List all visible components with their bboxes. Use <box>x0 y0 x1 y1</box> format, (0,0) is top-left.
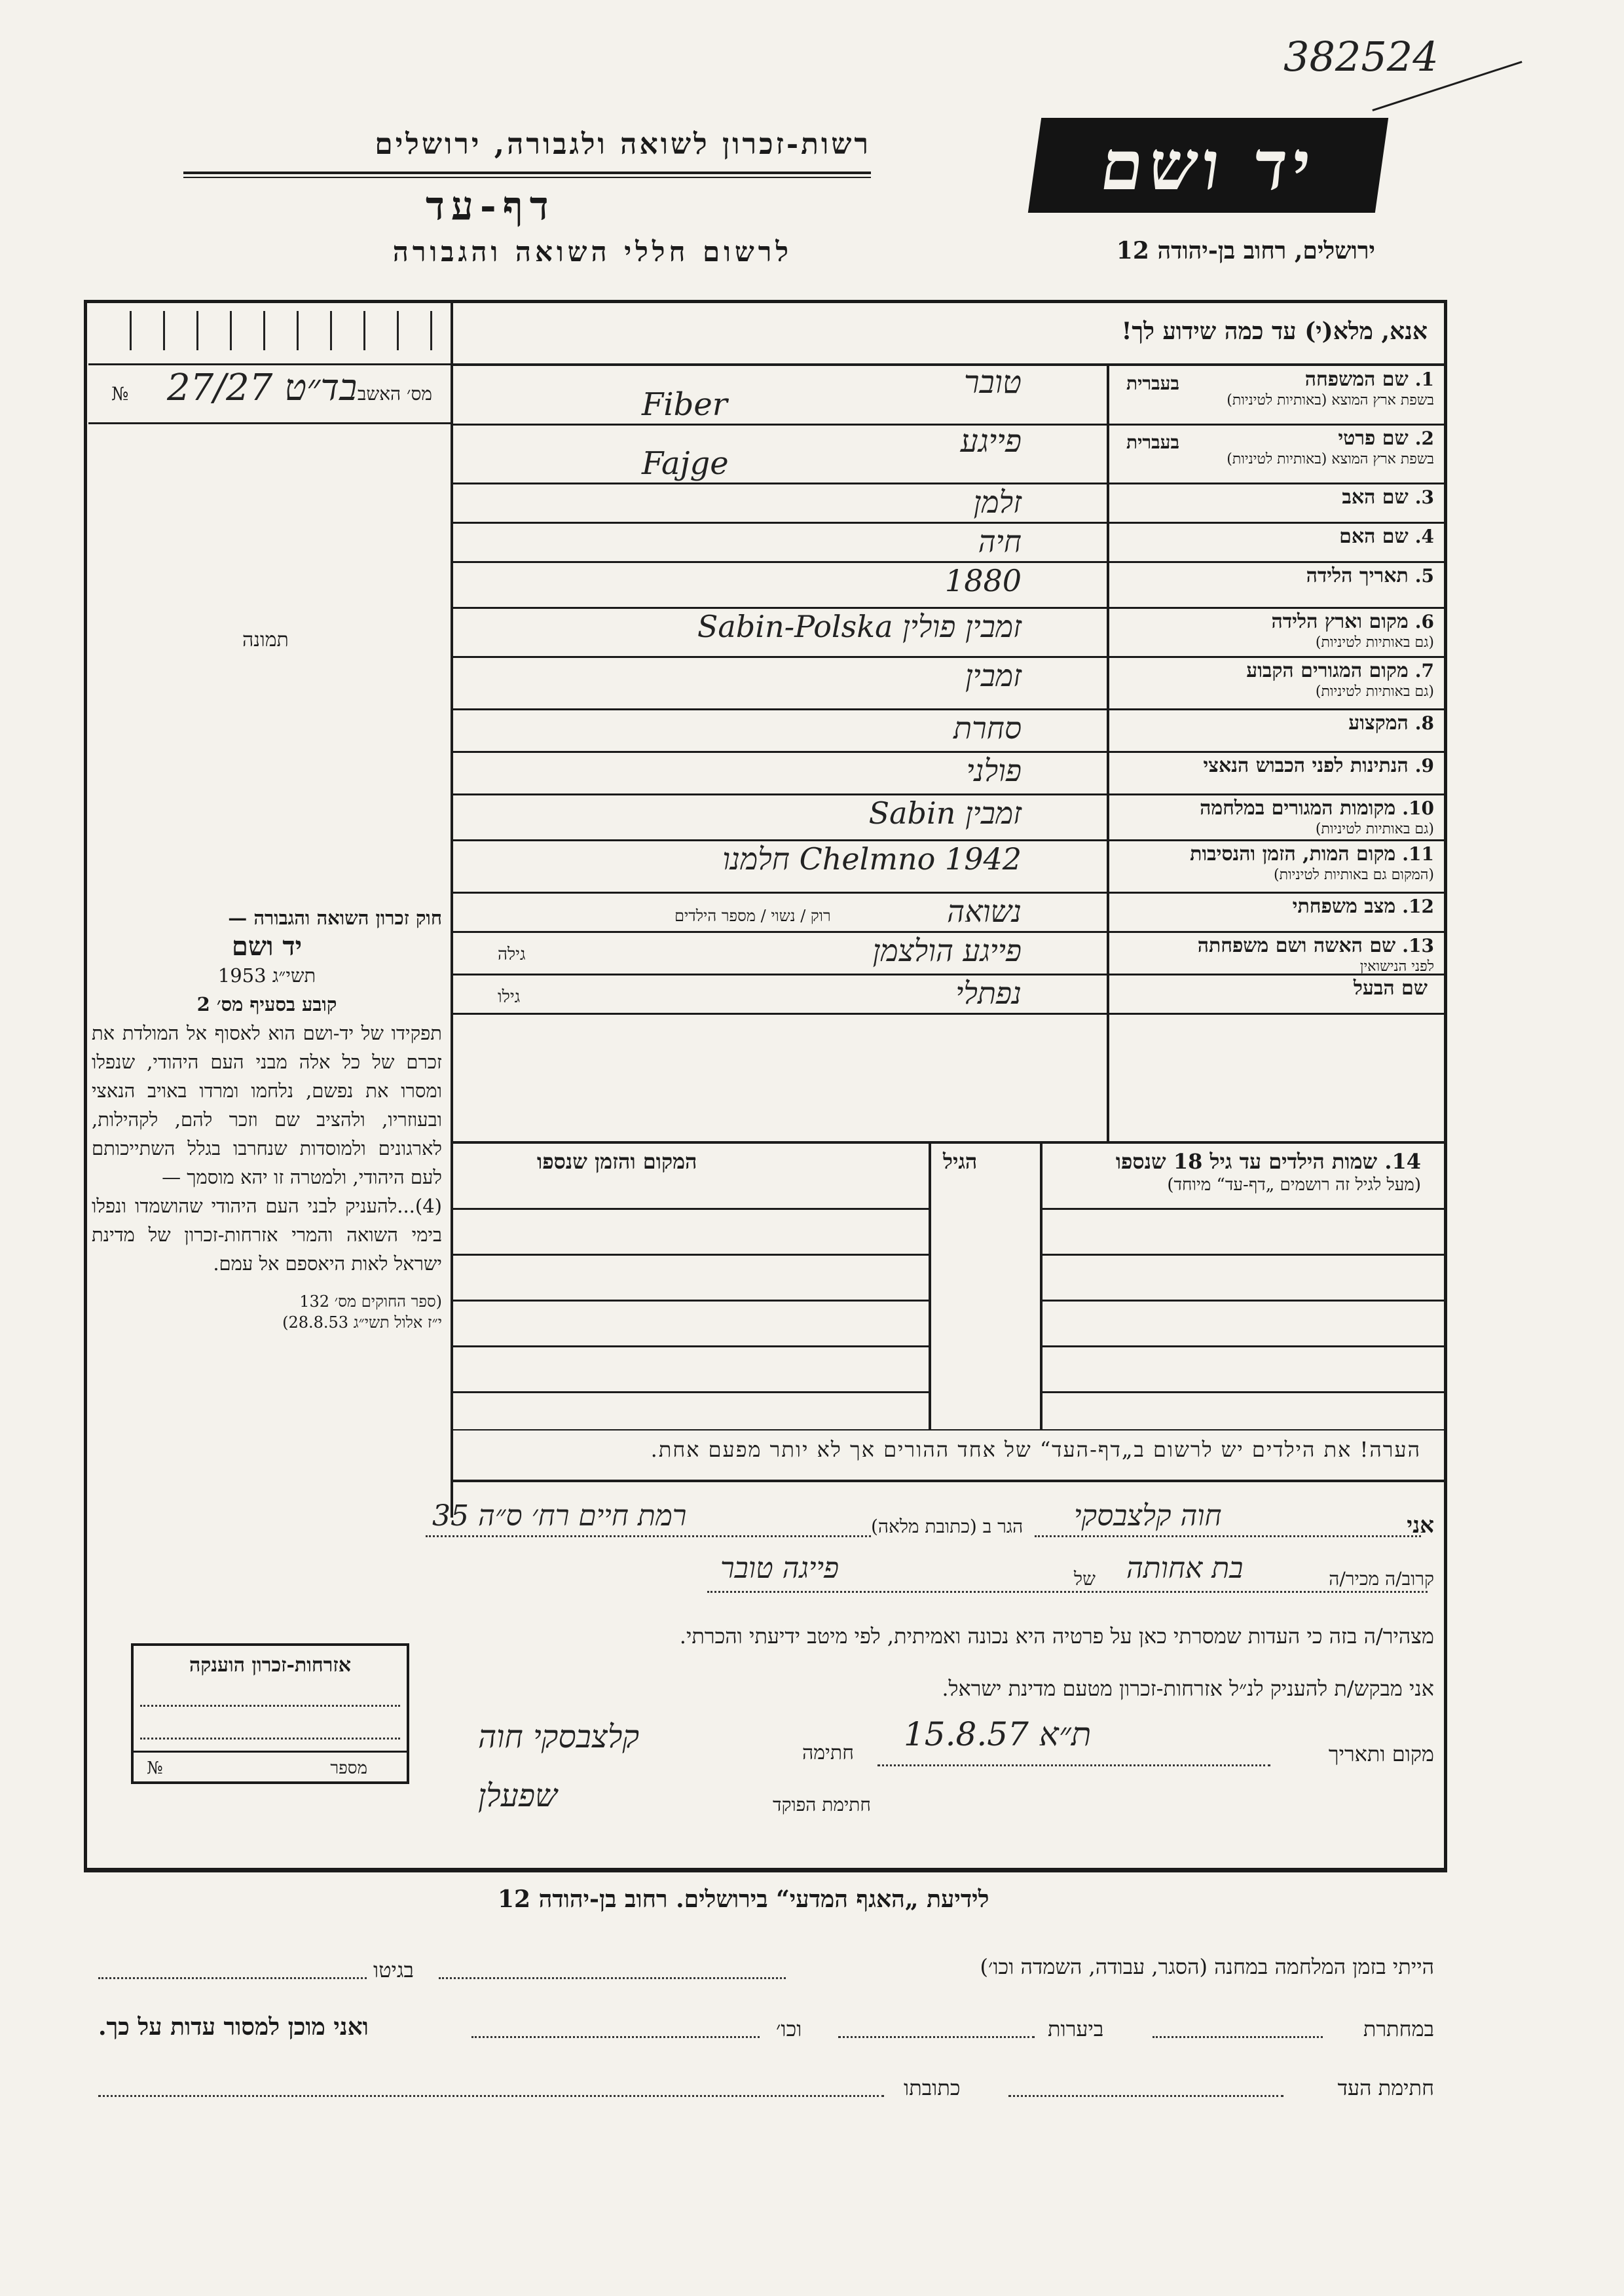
decl-place-label: מקום ותאריך <box>1328 1741 1434 1766</box>
field-value: סחרת <box>953 710 1022 746</box>
field-value-cell <box>458 795 1100 841</box>
decl-of: של <box>1074 1568 1096 1590</box>
field-label: שם האב <box>1342 486 1409 509</box>
field-label: מצב משפחתי <box>1292 895 1396 918</box>
field-sublabel: (גם באותיות לטיניות) <box>1315 634 1434 651</box>
decl-ani-value: חוה קלצבסקי <box>1074 1499 1222 1533</box>
field-side-label: בעברית <box>1126 431 1180 453</box>
children-label: 14. שמות הילדים עד גיל 18 שנספו <box>1115 1149 1421 1174</box>
children-note: הערה! את הילדים יש לרשום ב„דף-העד“ של אחד ההורים אך לא יותר מפעם אחת. <box>650 1437 1421 1462</box>
field-number: 13. <box>1402 935 1434 957</box>
field-label: שם האם <box>1339 525 1409 548</box>
field-sublabel: בשפת ארץ המוצא (באותיות לטיניות) <box>1227 451 1434 467</box>
field-row <box>452 933 1447 975</box>
field-value: נשואה <box>947 894 1022 929</box>
field-label-cell <box>1113 844 1434 886</box>
field-value-cell <box>458 710 1100 753</box>
field-label: תאריך הלידה <box>1306 564 1409 587</box>
bottom-ghetto: בגיטו <box>373 1958 414 1982</box>
decl-ani: אני <box>1407 1512 1434 1539</box>
field-value-cell <box>458 563 1100 609</box>
field-number: 12. <box>1402 896 1434 917</box>
law-title-2: יד ושם <box>231 931 303 962</box>
field-label-cell <box>1113 798 1434 840</box>
form-intro: אנא, מלא(י) עד כמה שידוע לך! <box>1121 318 1428 345</box>
field-value-cell <box>458 933 1100 975</box>
bottom-ready: ואני מוכן למסור עדות על כך. <box>98 2013 369 2041</box>
field-number: 9. <box>1414 755 1434 776</box>
field-number: 6. <box>1414 611 1434 632</box>
field-label: מקומות המגורים במלחמה <box>1200 797 1396 820</box>
field-label: מקום המות, הזמן והנסיבות <box>1190 843 1396 866</box>
field-value: זמבין פולין Sabin-Polska <box>697 609 1022 644</box>
field-sublabel: (המקום גם באותיות לטיניות) <box>1274 867 1434 883</box>
field-number: 10. <box>1402 797 1434 819</box>
field-row <box>452 795 1447 841</box>
field-value-cell <box>458 753 1100 795</box>
field-label-cell <box>1113 428 1434 470</box>
bottom-line-1: הייתי בזמן המלחמה במחנה (הסגר, עבודה, השמדה וכו׳) <box>980 1954 1434 1979</box>
form-title: דף-עד <box>426 183 555 229</box>
field-value: טובר <box>964 367 1022 401</box>
field-label-cell <box>1113 896 1434 917</box>
field-number: 3. <box>1414 486 1434 508</box>
field-value-cell <box>458 658 1100 710</box>
field-number: 4. <box>1414 526 1434 547</box>
decl-place-value: ת״א 15.8.57 <box>904 1715 1092 1753</box>
field-label: שם המשפחה <box>1304 368 1409 391</box>
field-row <box>452 609 1447 658</box>
form-subtitle: לרשום חללי השואה והגבורה <box>392 236 792 268</box>
code-boxes <box>98 311 439 350</box>
field-value-cell <box>458 894 1100 933</box>
field-label: מקום המגורים הקבוע <box>1246 659 1409 682</box>
field-label-cell <box>1113 526 1434 547</box>
field-sublabel: (גם באותיות לטיניות) <box>1315 821 1434 837</box>
field-value-cell <box>458 524 1100 563</box>
decl-sig-label: חתימה <box>802 1741 854 1764</box>
law-text-2: (4)...להעניק לבני העם היהודי שהושמדו ונפלו בימי השואה והמרי אזרחות-זכרון של מדינת ישראל לאות היאספם אל עמם. <box>92 1195 442 1275</box>
field-value-cell <box>458 484 1100 524</box>
bottom-header: לידיעת „האגף המדעי“ בירושלים. רחוב בן-יהודה 12 <box>498 1886 989 1913</box>
decl-address-value: רמת חיים רח׳ ס״ה 35 <box>432 1499 687 1533</box>
citizenship-box: אזרחות-זכרון הוענקה מספר № <box>131 1643 409 1784</box>
yad-vashem-logo: יד ושם <box>1028 118 1388 213</box>
field-label: המקצוע <box>1348 712 1409 735</box>
field-label-cell <box>1113 611 1434 653</box>
field-row <box>452 753 1447 795</box>
field-value: פולני <box>966 753 1022 788</box>
field-row <box>452 658 1447 710</box>
field-value: זמבין Sabin <box>868 795 1022 831</box>
decl-of-value: פייגה טובר <box>720 1552 840 1585</box>
field-label: שם האשה ושם משפחתה <box>1197 934 1396 957</box>
archive-number: 382524 <box>1283 33 1439 81</box>
decl-requests: אני מבקש/ת להעניק לנ״ל אזרחות-זכרון מטעם מדינת ישראל. <box>942 1676 1434 1701</box>
field-value-cell <box>458 426 1100 484</box>
field-row <box>452 841 1447 894</box>
decl-sig-value: קלצבסקי חוה <box>478 1719 640 1755</box>
decl-address-label: הגר ב (כתובת מלאה) <box>871 1516 1024 1537</box>
field-number: 2. <box>1414 428 1434 449</box>
field-label: הנתינות לפני הכבוש הנאצי <box>1203 754 1409 777</box>
field-control-label: רוק / נשוי / מספר הילדים <box>674 907 831 925</box>
field-row <box>452 484 1447 524</box>
field-number: 1. <box>1414 369 1434 390</box>
bottom-forests: ביערות <box>1048 2016 1104 2041</box>
field-row <box>452 710 1447 753</box>
children-col-place: המקום והזמן שנספו <box>537 1149 697 1174</box>
logo-address: ירושלים, רחוב בן-יהודה 12 <box>1116 237 1375 264</box>
field-sublabel: לפני הנישואין <box>1359 958 1434 975</box>
field-value: Fiber <box>642 386 728 423</box>
field-row <box>452 894 1447 933</box>
decl-officer-label: חתימת הפוקד <box>773 1794 871 1815</box>
photo-label: תמונה <box>242 629 289 651</box>
field-value: נפתלי <box>955 975 1022 1011</box>
field-number: 11. <box>1402 843 1434 865</box>
decl-officer-value: שפעלן <box>478 1777 557 1814</box>
children-sub: (מעל לגיל זה רושמים „דף-עד“ מיוחד) <box>1167 1175 1421 1195</box>
field-label-cell <box>1113 936 1434 977</box>
field-label-cell <box>1113 369 1434 411</box>
field-age-label: גילה <box>498 945 526 964</box>
bottom-underground: במחתרת <box>1363 2016 1434 2041</box>
law-ref-1: (ספר החוקים מס׳ 132 <box>299 1292 442 1311</box>
field-label-cell <box>1113 978 1434 999</box>
field-side-label: בעברית <box>1126 373 1180 394</box>
field-value: Chelmno 1942 חלמנו <box>722 841 1022 877</box>
field-sublabel: בשפת ארץ המוצא (באותיות לטיניות) <box>1227 392 1434 409</box>
field-sublabel: (גם באותיות לטיניות) <box>1315 683 1434 700</box>
law-block <box>92 903 442 1333</box>
law-clause: קובע בסעיף מס׳ 2 <box>196 993 337 1015</box>
field-row <box>452 563 1447 609</box>
field-label-cell <box>1113 661 1434 702</box>
field-value: זלמן <box>973 484 1022 520</box>
field-value: חיה <box>978 524 1022 559</box>
field-value: זמבין <box>965 658 1022 693</box>
file-label: מס׳ האשב <box>357 383 432 405</box>
children-col-age: הגיל <box>943 1149 978 1174</box>
field-label: שם הבעל <box>1353 977 1428 1000</box>
field-row <box>452 524 1447 563</box>
decl-declares: מצהיר/ה בזה כי העדות שמסרתי כאן על פרטיה היא נכונה ואמיתית, לפי מיטב ידיעתי והכרתי. <box>679 1624 1434 1649</box>
bottom-address: כתובתו <box>904 2075 961 2100</box>
law-text: תפקידו של יד-ושם הוא לאסוף אל המולדת את זכרם של כל אלה מבני העם היהודי, שנפלו ומסרו את נפשם, נלחמו ומרדו באויב הנאצי ובעוזריו, ולהציב שם וזכר להם, לקהילות, לארגונים ולמוסדות שנחרבו בגלל השתייכותם לעם היהודי, ולמטרה זו יהא מוסמך — <box>92 1022 442 1188</box>
field-label-cell <box>1113 713 1434 734</box>
field-value-cell <box>458 367 1100 426</box>
org-line: רשות-זכרון לשואה ולגבורה, ירושלים <box>375 128 871 161</box>
field-label: שם פרטי <box>1338 427 1409 450</box>
field-value: Fajge <box>642 445 729 482</box>
field-label-cell <box>1113 756 1434 776</box>
field-row <box>452 975 1447 1015</box>
bottom-etc: וכו׳ <box>776 2016 802 2041</box>
field-label: מקום וארץ הלידה <box>1271 610 1409 633</box>
file-no-label: № <box>111 383 129 405</box>
law-ref-2: י״ז אלול תשי״ג 28.8.53) <box>282 1313 442 1332</box>
field-value-cell <box>458 609 1100 658</box>
field-row <box>452 367 1447 426</box>
field-value: 1880 <box>944 563 1022 598</box>
field-age-label: גילו <box>498 987 521 1007</box>
file-number: בד״ט 27/27 <box>167 367 358 409</box>
field-value: פייגע הולצמן <box>872 933 1022 968</box>
field-value-cell <box>458 975 1100 1015</box>
field-label-cell <box>1113 487 1434 508</box>
field-number: 7. <box>1414 660 1434 682</box>
field-number: 8. <box>1414 712 1434 734</box>
field-value: פייגע <box>960 426 1022 460</box>
law-title: חוק זכרון השואה והגבורה — <box>228 907 442 929</box>
bottom-witness-sig: חתימת העד <box>1337 2075 1434 2100</box>
law-year: תשי״ג 1953 <box>217 964 316 987</box>
decl-relation-value: בת אחותה <box>1126 1552 1244 1585</box>
field-row <box>452 426 1447 484</box>
decl-relation-label: קרוב/ה מכיר/ה <box>1329 1568 1434 1590</box>
field-label-cell <box>1113 566 1434 587</box>
field-value-cell <box>458 841 1100 894</box>
field-number: 5. <box>1414 565 1434 587</box>
